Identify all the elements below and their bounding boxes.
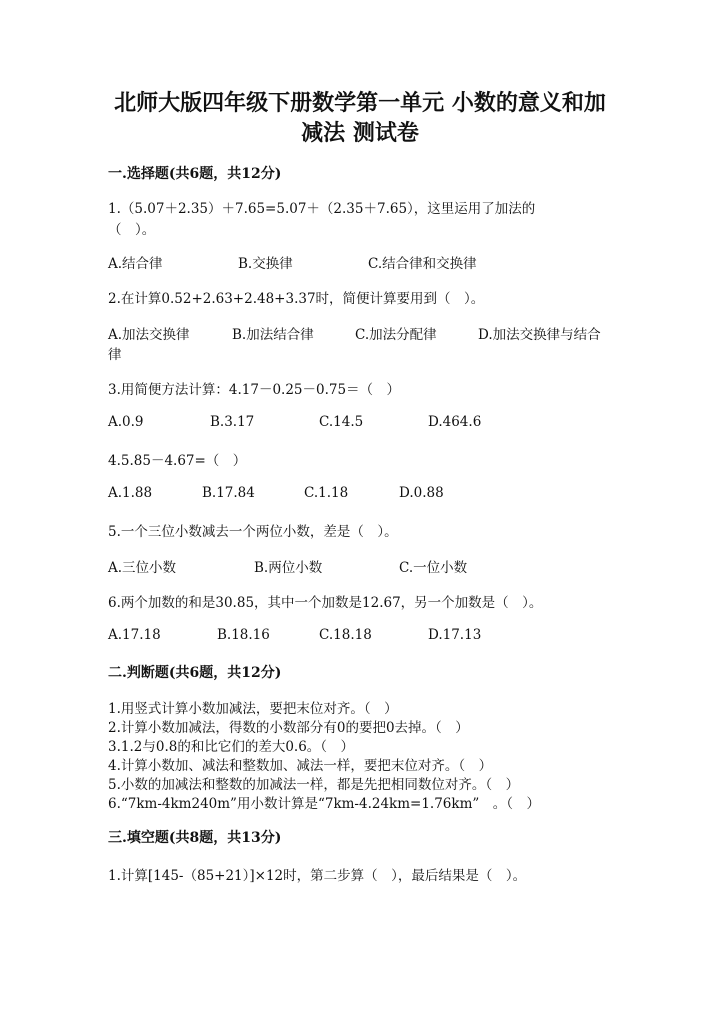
option-a: A.加法交换律: [108, 327, 190, 343]
judge-item: 5.小数的加减法和整数的加减法一样，都是先把相同数位对齐。（ ）: [108, 777, 520, 793]
option-b: B.18.16: [217, 627, 270, 643]
option-a: A.0.9: [108, 414, 144, 430]
option-b: B.两位小数: [254, 560, 323, 576]
option-d: D.0.88: [399, 485, 444, 501]
question-text: 5.一个三位小数减去一个两位小数，差是（ ）。: [108, 524, 398, 540]
section-heading-judge: 二.判断题(共6题，共12分): [108, 665, 282, 681]
option-b: B.17.84: [202, 485, 255, 501]
option-b: B.交换律: [238, 256, 293, 272]
option-c: C.加法分配律: [355, 327, 437, 343]
judge-item: 6.“7km-4km240m”用小数计算是“7km-4.24km=1.76km” 。（ ）: [108, 796, 541, 812]
option-c: C.结合律和交换律: [368, 256, 477, 272]
option-c: C.一位小数: [399, 560, 468, 576]
option-a: A.17.18: [108, 627, 161, 643]
option-c: C.14.5: [319, 414, 364, 430]
option-a: A.结合律: [108, 256, 163, 272]
judge-item: 3.1.2与0.8的和比它们的差大0.6。（ ）: [108, 739, 355, 755]
option-a: A.三位小数: [108, 560, 177, 576]
question-text: 6.两个加数的和是30.85，其中一个加数是12.67，另一个加数是（ ）。: [108, 595, 543, 611]
fill-item: 1.计算[145-（85+21）]×12时，第二步算（ ），最后结果是（ ）。: [108, 868, 527, 884]
option-c: C.18.18: [319, 627, 372, 643]
page-title-line-1: 北师大版四年级下册数学第一单元 小数的意义和加: [114, 90, 606, 116]
judge-item: 4.计算小数加、减法和整数加、减法一样，要把末位对齐。（ ）: [108, 758, 493, 774]
question-text: 4.5.85－4.67=（ ）: [108, 453, 247, 469]
option-d: D.464.6: [428, 414, 482, 430]
option-d: D.加法交换律与结合: [478, 327, 601, 343]
question-text: 3.用简便方法计算：4.17－0.25－0.75＝（ ）: [108, 382, 401, 398]
question-text-continued: （ ）。: [108, 222, 156, 238]
option-d: D.17.13: [428, 627, 482, 643]
page-title-line-2: 减法 测试卷: [301, 120, 419, 146]
section-heading-fill: 三.填空题(共8题，共13分): [108, 830, 282, 846]
option-b: B.加法结合律: [232, 327, 314, 343]
option-c: C.1.18: [304, 485, 349, 501]
question-text: 1.（5.07＋2.35）＋7.65=5.07＋（2.35＋7.65），这里运用了加法的: [108, 201, 536, 217]
question-text: 2.在计算0.52+2.63+2.48+3.37时，简便计算要用到（ ）。: [108, 291, 485, 307]
section-heading-choice: 一.选择题(共6题，共12分): [108, 166, 282, 182]
option-b: B.3.17: [210, 414, 255, 430]
option-d-wrap: 律: [108, 347, 122, 363]
judge-item: 2.计算小数加减法，得数的小数部分有0的要把0去掉。（ ）: [108, 720, 469, 736]
judge-item: 1.用竖式计算小数加减法，要把末位对齐。（ ）: [108, 701, 398, 717]
option-a: A.1.88: [108, 485, 153, 501]
